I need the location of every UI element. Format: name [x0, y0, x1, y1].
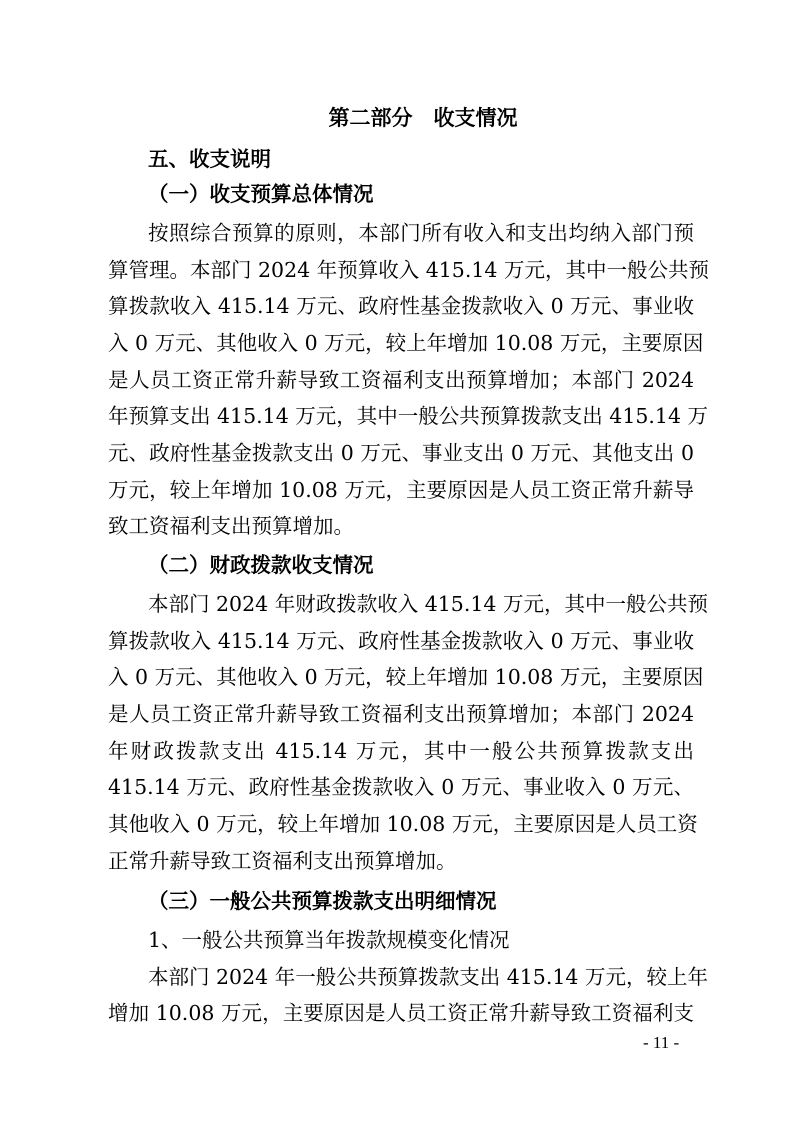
paragraph-line: 本部门 2024 年财政拨款收入 415.14 万元，其中一般公共预 — [148, 592, 708, 616]
paragraph-line: 年财政拨款支出 415.14 万元，其中一般公共预算拨款支出 — [108, 739, 694, 763]
section-heading: 五、收支说明 — [148, 147, 271, 171]
paragraph-line: 入 0 万元、其他收入 0 万元，较上年增加 10.08 万元，主要原因 — [108, 331, 704, 355]
paragraph-line: 元、政府性基金拨款支出 0 万元、事业支出 0 万元、其他支出 0 — [108, 441, 694, 465]
paragraph-line: 算管理。本部门 2024 年预算收入 415.14 万元，其中一般公共预 — [108, 258, 709, 282]
page-number: - 11 - — [643, 1033, 680, 1052]
subsection-heading-2: （二）财政拨款收支情况 — [148, 553, 374, 577]
page-title: 第二部分 收支情况 — [328, 105, 518, 130]
subsection-heading-1: （一）收支预算总体情况 — [148, 182, 374, 206]
subsection-heading-3: （三）一般公共预算拨款支出明细情况 — [148, 889, 497, 913]
paragraph-line: 算拨款收入 415.14 万元、政府性基金拨款收入 0 万元、事业收 — [108, 629, 694, 653]
paragraph-line: 按照综合预算的原则，本部门所有收入和支出均纳入部门预 — [148, 221, 694, 245]
paragraph-line: 是人员工资正常升薪导致工资福利支出预算增加；本部门 2024 — [108, 702, 694, 726]
paragraph-line: 年预算支出 415.14 万元，其中一般公共预算拨款支出 415.14 万 — [108, 404, 709, 428]
paragraph-line: 增加 10.08 万元，主要原因是人员工资正常升薪导致工资福利支 — [108, 1001, 694, 1025]
paragraph-line: 入 0 万元、其他收入 0 万元，较上年增加 10.08 万元，主要原因 — [108, 665, 704, 689]
paragraph-line: 415.14 万元、政府性基金拨款收入 0 万元、事业收入 0 万元、 — [108, 775, 694, 799]
paragraph-line: 其他收入 0 万元，较上年增加 10.08 万元，主要原因是人员工资 — [108, 812, 698, 836]
paragraph-line: 致工资福利支出预算增加。 — [108, 514, 354, 538]
subsection-subheading: 1、一般公共预算当年拨款规模变化情况 — [148, 928, 510, 952]
paragraph-line: 正常升薪导致工资福利支出预算增加。 — [108, 849, 457, 873]
paragraph-line: 算拨款收入 415.14 万元、政府性基金拨款收入 0 万元、事业收 — [108, 294, 694, 318]
paragraph-line: 本部门 2024 年一般公共预算拨款支出 415.14 万元，较上年 — [148, 965, 708, 989]
paragraph-line: 是人员工资正常升薪导致工资福利支出预算增加；本部门 2024 — [108, 368, 694, 392]
paragraph-line: 万元，较上年增加 10.08 万元，主要原因是人员工资正常升薪导 — [108, 478, 694, 502]
